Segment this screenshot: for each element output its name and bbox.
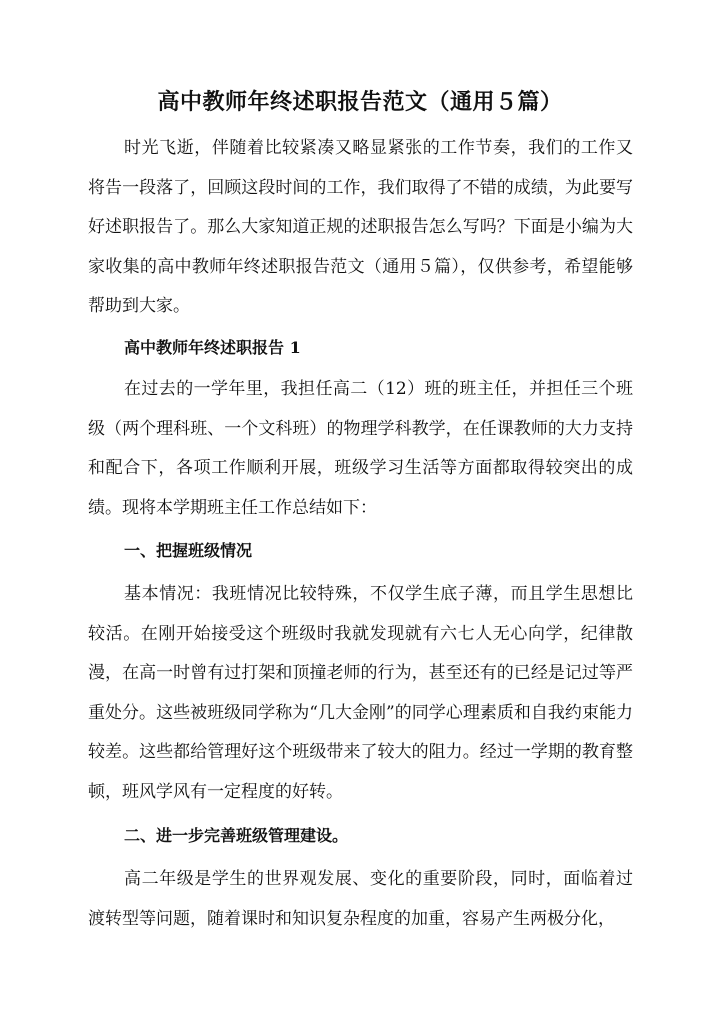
heading-grasp-class-situation: 一、把握班级情况 xyxy=(124,541,253,560)
intro-paragraph: 时光飞逝，伴随着比较紧凑又略显紧张的工作节奏，我们的工作又将告一段落了，回顾这段时间的工作，我们取得了不错的成绩，为此要写好述职报告了。那么大家知道正规的述职报告怎么写吗？下面是小编为大家收集的高中教师年终述职报告范文（通用５篇），仅供参考，希望能够帮助到大家。 xyxy=(88,138,633,316)
class-situation-paragraph: 基本情况：我班情况比较特殊，不仅学生底子薄，而且学生思想比较活。在刚开始接受这个班级时我就发现就有六七人无心向学，纪律散漫，在高一时曾有过打架和顶撞老师的行为，甚至还有的已经是记过等严重处分。这些被班级同学称为“几大金刚”的同学心理素质和自我约束能力较差。这些都给管理好这个班级带来了较大的阻力。经过一学期的教育整顿，班风学风有一定程度的好转。 xyxy=(88,584,633,802)
document-title: 高中教师年终述职报告范文（通用５篇） xyxy=(157,90,563,115)
section-1-title: 高中教师年终述职报告 1 xyxy=(124,338,301,357)
section-1-intro-paragraph: 在过去的一学年里，我担任高二（12）班的班主任，并担任三个班级（两个理科班、一个文科班）的物理学科教学，在任课教师的大力支持和配合下，各项工作顺利开展，班级学习生活等方面都取得较突出的成绩。现将本学期班主任工作总结如下： xyxy=(88,379,633,518)
class-management-paragraph: 高二年级是学生的世界观发展、变化的重要阶段，同时，面临着过渡转型等问题，随着课时和知识复杂程度的加重，容易产生两极分化， xyxy=(88,869,633,929)
heading-improve-class-management: 二、进一步完善班级管理建设。 xyxy=(124,826,349,845)
